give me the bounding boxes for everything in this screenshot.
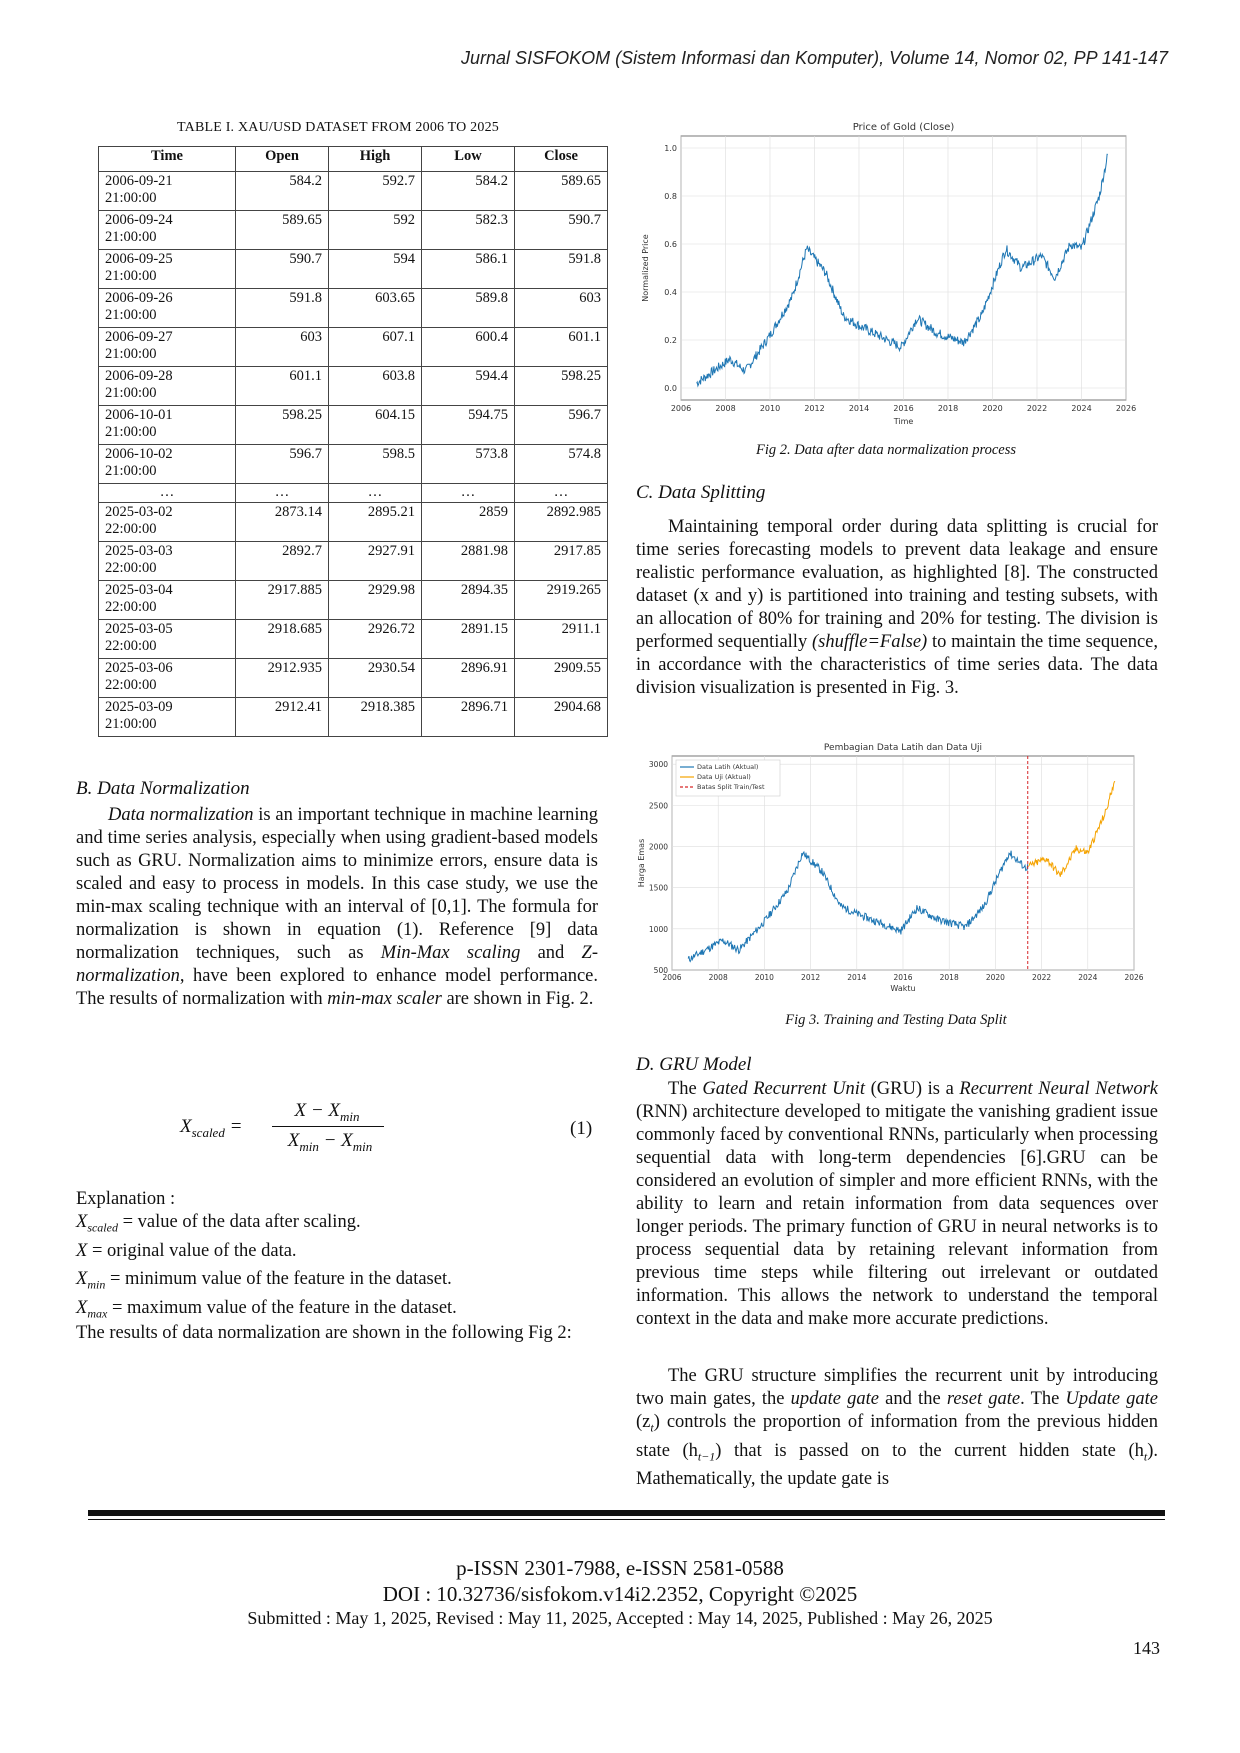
cell-open: 2892.7 [236, 542, 329, 581]
cell-date: 2025-03-02 [105, 504, 173, 520]
x-tick-label: 2018 [939, 973, 959, 982]
running-header: Jurnal SISFOKOM (Sistem Informasi dan Komputer), Volume 14, Nomor 02, PP 141-147 [461, 48, 1168, 68]
x-tick-label: 2012 [801, 973, 821, 982]
cell-date: 2006-09-21 [105, 173, 173, 189]
table-row [99, 211, 608, 250]
cell-date: 2006-10-02 [105, 446, 173, 462]
cell-low: 594.4 [422, 367, 515, 406]
text-span: The GRU structure simplifies the recurrent unit by introducing two main gates, the [636, 1366, 1158, 1409]
eq-sym: X − X [294, 1100, 341, 1121]
cell-time [99, 289, 236, 328]
y-tick-label: 0.2 [664, 336, 677, 345]
cell-high: 2926.72 [329, 620, 422, 659]
cell-low: 2859 [422, 503, 515, 542]
section-c-paragraph [636, 516, 1158, 700]
cell-time [99, 250, 236, 289]
cell-open: 2917.885 [236, 581, 329, 620]
table-ellipsis-row [99, 484, 608, 503]
cell-high: 604.15 [329, 406, 422, 445]
ellipsis-cell: … [99, 484, 236, 503]
cell-high: 2930.54 [329, 659, 422, 698]
table-row [99, 698, 608, 737]
text-span: to maintain the time sequence, in accordance with the characteristics of time series data. The data division visualization is presented in Fig. 3. [636, 632, 1158, 698]
cell-date: 2025-03-09 [105, 699, 173, 715]
cell-time [99, 659, 236, 698]
expl-symbol: X [76, 1298, 88, 1319]
text-span: is an important technique in machine learning and time series analysis, especially when using gradient-based models such as GRU. Normalization aims to minimize errors, ensure data is scaled and easy to process in models. In this case study, we use the min-max scaling technique with an interval of [0,1]. The formula for normalization is shown in equation (1). Reference [9] data normalization techniques, such as [76, 805, 599, 963]
text-span: and [520, 943, 582, 963]
table-row [99, 620, 608, 659]
section-d-title: D. GRU Model [636, 1054, 752, 1075]
y-tick-label: 0.4 [664, 288, 677, 297]
math-sub: t [650, 1420, 654, 1435]
x-tick-label: 2008 [715, 404, 736, 413]
cell-close: 596.7 [515, 406, 608, 445]
x-tick-label: 2016 [893, 973, 913, 982]
y-tick-label: 2500 [648, 801, 668, 811]
eq-sub: scaled [191, 1124, 225, 1140]
cell-clock: 21:00:00 [105, 190, 157, 206]
col-header-high: High [329, 147, 422, 172]
table-row [99, 445, 608, 484]
legend-label: Data Latih (Aktual) [697, 763, 759, 771]
cell-close: 598.25 [515, 367, 608, 406]
cell-clock: 22:00:00 [105, 677, 157, 693]
col-header-low: Low [422, 147, 515, 172]
expl-symbol: X [76, 1212, 88, 1232]
text-span: The [668, 1079, 703, 1099]
cell-close: 603 [515, 289, 608, 328]
x-tick-label: 2010 [759, 404, 781, 413]
x-tick-label: 2026 [1115, 404, 1137, 413]
y-tick-label: 0.6 [664, 240, 677, 249]
table-row [99, 172, 608, 211]
expl-subscript: min [87, 1278, 106, 1293]
cell-time [99, 406, 236, 445]
expl-symbol: X [76, 1269, 88, 1290]
cell-open: 601.1 [236, 367, 329, 406]
x-tick-label: 2006 [662, 973, 682, 982]
eq-sym: X [180, 1116, 192, 1137]
cell-time [99, 503, 236, 542]
train-test-split-chart [634, 738, 1144, 998]
cell-close: 2892.985 [515, 503, 608, 542]
cell-low: 600.4 [422, 328, 515, 367]
cell-open: 2918.685 [236, 620, 329, 659]
cell-open: 603 [236, 328, 329, 367]
x-tick-label: 2024 [1071, 404, 1092, 413]
figure-2 [636, 118, 1146, 436]
eq-sym: X [287, 1130, 300, 1151]
expl-text: = original value of the data. [87, 1240, 297, 1261]
y-tick-label: 2000 [648, 842, 668, 852]
y-tick-label: 0.8 [664, 192, 677, 201]
table-header-row [99, 147, 608, 172]
cell-close: 2909.55 [515, 659, 608, 698]
table-caption: TABLE I. XAU/USD DATASET FROM 2006 TO 2025 [177, 120, 499, 135]
y-axis-label: Normalized Price [641, 234, 650, 302]
table-row [99, 406, 608, 445]
cell-clock: 21:00:00 [105, 716, 157, 732]
ellipsis-cell: … [515, 484, 608, 503]
text-span: . The [1020, 1389, 1066, 1409]
cell-clock: 22:00:00 [105, 599, 157, 615]
term-gru: Gated Recurrent Unit [702, 1079, 866, 1099]
x-tick-label: 2016 [893, 404, 914, 413]
equation-lhs: $X_{scaled}$ = [180, 1116, 243, 1140]
term-data-normalization: Data normalization [108, 805, 254, 825]
term-min-max: Min-Max scaling [380, 943, 521, 963]
cell-high: 2929.98 [329, 581, 422, 620]
cell-time [99, 367, 236, 406]
x-tick-label: 2020 [985, 973, 1005, 982]
math-sub: t−1 [697, 1449, 716, 1464]
figure-2-caption: Fig 2. Data after data normalization process [755, 442, 1017, 458]
fraction-bar [272, 1126, 384, 1127]
explanation-title: Explanation : [76, 1189, 176, 1209]
x-axis-label: Waktu [890, 984, 916, 993]
equation-denominator [270, 1130, 390, 1155]
cell-close: 2917.85 [515, 542, 608, 581]
math-sub: t [1143, 1449, 1148, 1464]
cell-clock: 21:00:00 [105, 463, 157, 479]
ellipsis-cell: … [422, 484, 515, 503]
y-tick-label: 500 [653, 966, 668, 975]
term-update-gate: update gate [790, 1389, 880, 1409]
table-row [99, 289, 608, 328]
x-tick-label: 2026 [1124, 973, 1144, 982]
cell-date: 2006-09-27 [105, 329, 173, 345]
x-tick-label: 2010 [754, 973, 774, 982]
x-tick-label: 2022 [1032, 973, 1052, 982]
cell-close: 591.8 [515, 250, 608, 289]
cell-high: 2927.91 [329, 542, 422, 581]
cell-open: 2873.14 [236, 503, 329, 542]
cell-low: 582.3 [422, 211, 515, 250]
cell-time [99, 581, 236, 620]
cell-close: 601.1 [515, 328, 608, 367]
x-tick-label: 2018 [937, 404, 959, 413]
cell-time [99, 542, 236, 581]
cell-close: 2919.265 [515, 581, 608, 620]
cell-close: 2904.68 [515, 698, 608, 737]
cell-low: 2896.91 [422, 659, 515, 698]
chart-title: Price of Gold (Close) [852, 122, 955, 133]
section-d-paragraph-2 [636, 1365, 1158, 1491]
explanation-block [76, 1188, 598, 1326]
explanation-item [76, 1240, 598, 1269]
cell-low: 573.8 [422, 445, 515, 484]
footer-dates: Submitted : May 1, 2025, Revised : May 11, 2025, Accepted : May 14, 2025, Published : May 26, 2025 [247, 1608, 993, 1628]
equation-number: (1) [570, 1118, 593, 1139]
cell-low: 594.75 [422, 406, 515, 445]
cell-time [99, 698, 236, 737]
text-span: and the [879, 1389, 947, 1409]
cell-time [99, 445, 236, 484]
cell-clock: 21:00:00 [105, 268, 157, 284]
cell-open: 589.65 [236, 211, 329, 250]
x-tick-label: 2024 [1078, 973, 1098, 982]
cell-low: 2894.35 [422, 581, 515, 620]
cell-close: 589.65 [515, 172, 608, 211]
term-rnn: Recurrent Neural Network [959, 1079, 1159, 1099]
x-tick-label: 2014 [847, 973, 867, 982]
term-reset-gate: reset gate [946, 1389, 1021, 1409]
cell-date: 2006-09-25 [105, 251, 173, 267]
x-axis-label: Time [893, 417, 914, 426]
cell-low: 2891.15 [422, 620, 515, 659]
table-row [99, 250, 608, 289]
table-row [99, 328, 608, 367]
cell-date: 2006-10-01 [105, 407, 173, 423]
y-tick-label: 1000 [648, 924, 668, 934]
table-row [99, 659, 608, 698]
figure-3 [634, 738, 1144, 998]
x-tick-label: 2008 [708, 973, 728, 982]
term-min-max-scaler: min-max scaler [327, 989, 442, 1009]
footer-issn: p-ISSN 2301-7988, e-ISSN 2581-0588 [456, 1556, 784, 1580]
table-row [99, 503, 608, 542]
cell-open: 2912.41 [236, 698, 329, 737]
y-tick-label: 1500 [648, 883, 668, 893]
cell-date: 2025-03-06 [105, 660, 173, 676]
cell-high: 2918.385 [329, 698, 422, 737]
eq-sub: min [299, 1138, 319, 1154]
cell-open: 2912.935 [236, 659, 329, 698]
cell-time [99, 328, 236, 367]
cell-clock: 21:00:00 [105, 307, 157, 323]
cell-open: 598.25 [236, 406, 329, 445]
normalized-price-chart [636, 118, 1146, 436]
footer-rule-thin [88, 1519, 1165, 1520]
cell-open: 596.7 [236, 445, 329, 484]
expl-text: = maximum value of the feature in the dataset. [107, 1298, 457, 1319]
expl-subscript: max [87, 1306, 108, 1321]
cell-date: 2006-09-26 [105, 290, 173, 306]
x-tick-label: 2006 [670, 404, 692, 413]
chart-legend [676, 760, 780, 796]
x-tick-label: 2012 [804, 404, 825, 413]
section-c-title: C. Data Splitting [636, 482, 766, 503]
chart-title: Pembagian Data Latih dan Data Uji [823, 743, 983, 753]
cell-high: 594 [329, 250, 422, 289]
dataset-table-wrap [98, 146, 608, 737]
equation-1 [180, 1100, 420, 1156]
expl-subscript: scaled [87, 1220, 118, 1235]
cell-high: 603.8 [329, 367, 422, 406]
eq-sym: − X [318, 1130, 353, 1151]
cell-clock: 22:00:00 [105, 560, 157, 576]
text-span: (RNN) architecture developed to mitigate the vanishing gradient issue commonly faced by conventional RNNs, particularly when processing sequential data with long-term dependencies [6].GRU can be considered an evolution of simpler and more efficient RNNs, with the ability to learn and retain information from data sequences over longer periods. The primary function of GRU in neural networks is to process sequential data by retaining relevant information from previous time steps while filtering out irrelevant or outdated information. This allows the network to understand the temporal context in the data and make more accurate predictions. [636, 1102, 1158, 1329]
cell-date: 2006-09-24 [105, 212, 173, 228]
cell-high: 592.7 [329, 172, 422, 211]
legend-label: Batas Split Train/Test [697, 783, 765, 791]
cell-high: 607.1 [329, 328, 422, 367]
text-span: are shown in Fig. 2. [441, 989, 594, 1009]
cell-date: 2025-03-04 [105, 582, 173, 598]
cell-open: 584.2 [236, 172, 329, 211]
cell-close: 574.8 [515, 445, 608, 484]
eq-sub: min [352, 1138, 373, 1154]
explanation-item [76, 1268, 598, 1297]
table-row [99, 542, 608, 581]
eq-sub: min [340, 1108, 360, 1124]
cell-low: 2896.71 [422, 698, 515, 737]
cell-clock: 21:00:00 [105, 229, 157, 245]
term-z-norm: Z-normalization [76, 943, 598, 986]
section-b-closing: The results of data normalization are shown in the following Fig 2: [76, 1323, 572, 1343]
expl-text: = minimum value of the feature in the dataset. [105, 1269, 452, 1290]
cell-high: 592 [329, 211, 422, 250]
col-header-open: Open [236, 147, 329, 172]
page-number: 143 [1133, 1638, 1160, 1658]
cell-date: 2025-03-05 [105, 621, 173, 637]
figure-3-caption: Fig 3. Training and Testing Data Split [785, 1012, 1007, 1028]
text-span: ) that is passed on to the current hidden state (h [715, 1440, 1144, 1461]
expl-text: = value of the data after scaling. [117, 1212, 361, 1232]
cell-low: 586.1 [422, 250, 515, 289]
y-axis-label: Harga Emas [637, 838, 646, 888]
cell-clock: 22:00:00 [105, 638, 157, 654]
cell-clock: 22:00:00 [105, 521, 157, 537]
cell-time [99, 172, 236, 211]
cell-low: 584.2 [422, 172, 515, 211]
cell-open: 591.8 [236, 289, 329, 328]
table-row [99, 581, 608, 620]
col-header-close: Close [515, 147, 608, 172]
cell-time [99, 211, 236, 250]
section-d-paragraph-1 [636, 1078, 1158, 1331]
text-span: ) controls the proportion of information from the previous hidden state (h [636, 1412, 1158, 1461]
cell-time [99, 620, 236, 659]
expl-symbol: X [76, 1240, 88, 1261]
ellipsis-cell: … [236, 484, 329, 503]
term-shuffle: (shuffle=False) [811, 632, 928, 652]
dataset-table [98, 146, 608, 737]
cell-clock: 21:00:00 [105, 424, 157, 440]
legend-label: Data Uji (Aktual) [697, 773, 751, 781]
col-header-time: Time [99, 147, 236, 172]
cell-open: 590.7 [236, 250, 329, 289]
term-update-gate-cap: Update gate [1065, 1389, 1158, 1409]
x-tick-label: 2020 [982, 404, 1003, 413]
table-row [99, 367, 608, 406]
cell-low: 2881.98 [422, 542, 515, 581]
text-span: , have been explored to enhance model performance. The results of normalization with [76, 966, 598, 1009]
y-tick-label: 0.0 [664, 384, 677, 393]
footer-rule-thick [88, 1510, 1165, 1516]
footer-doi: DOI : 10.32736/sisfokom.v14i2.2352, Copyright ©2025 [382, 1582, 858, 1606]
y-tick-label: 1.0 [664, 144, 677, 153]
cell-date: 2006-09-28 [105, 368, 173, 384]
x-tick-label: 2022 [1026, 404, 1048, 413]
text-span: (z [636, 1412, 651, 1432]
section-b-title: B. Data Normalization [76, 778, 250, 799]
equation-numerator [272, 1100, 382, 1125]
cell-close: 2911.1 [515, 620, 608, 659]
cell-close: 590.7 [515, 211, 608, 250]
text-span: (GRU) is a [865, 1079, 960, 1099]
text-span: ). Mathematically, the update gate is [636, 1440, 1158, 1490]
cell-date: 2025-03-03 [105, 543, 173, 559]
cell-high: 603.65 [329, 289, 422, 328]
cell-clock: 21:00:00 [105, 385, 157, 401]
explanation-item [76, 1211, 598, 1240]
cell-low: 589.8 [422, 289, 515, 328]
cell-high: 598.5 [329, 445, 422, 484]
x-tick-label: 2014 [848, 404, 870, 413]
ellipsis-cell: … [329, 484, 422, 503]
y-tick-label: 3000 [648, 760, 668, 770]
section-b-paragraph [76, 804, 598, 1011]
cell-clock: 21:00:00 [105, 346, 157, 362]
cell-high: 2895.21 [329, 503, 422, 542]
text-span: Maintaining temporal order during data splitting is crucial for time series forecasting models to prevent data leakage and ensure realistic performance evaluation, as highlighted [8]. The constructed dataset (x and y) is partitioned into training and testing subsets, with an allocation of 80% for training and 20% for testing. The division is performed sequentially [636, 517, 1158, 652]
